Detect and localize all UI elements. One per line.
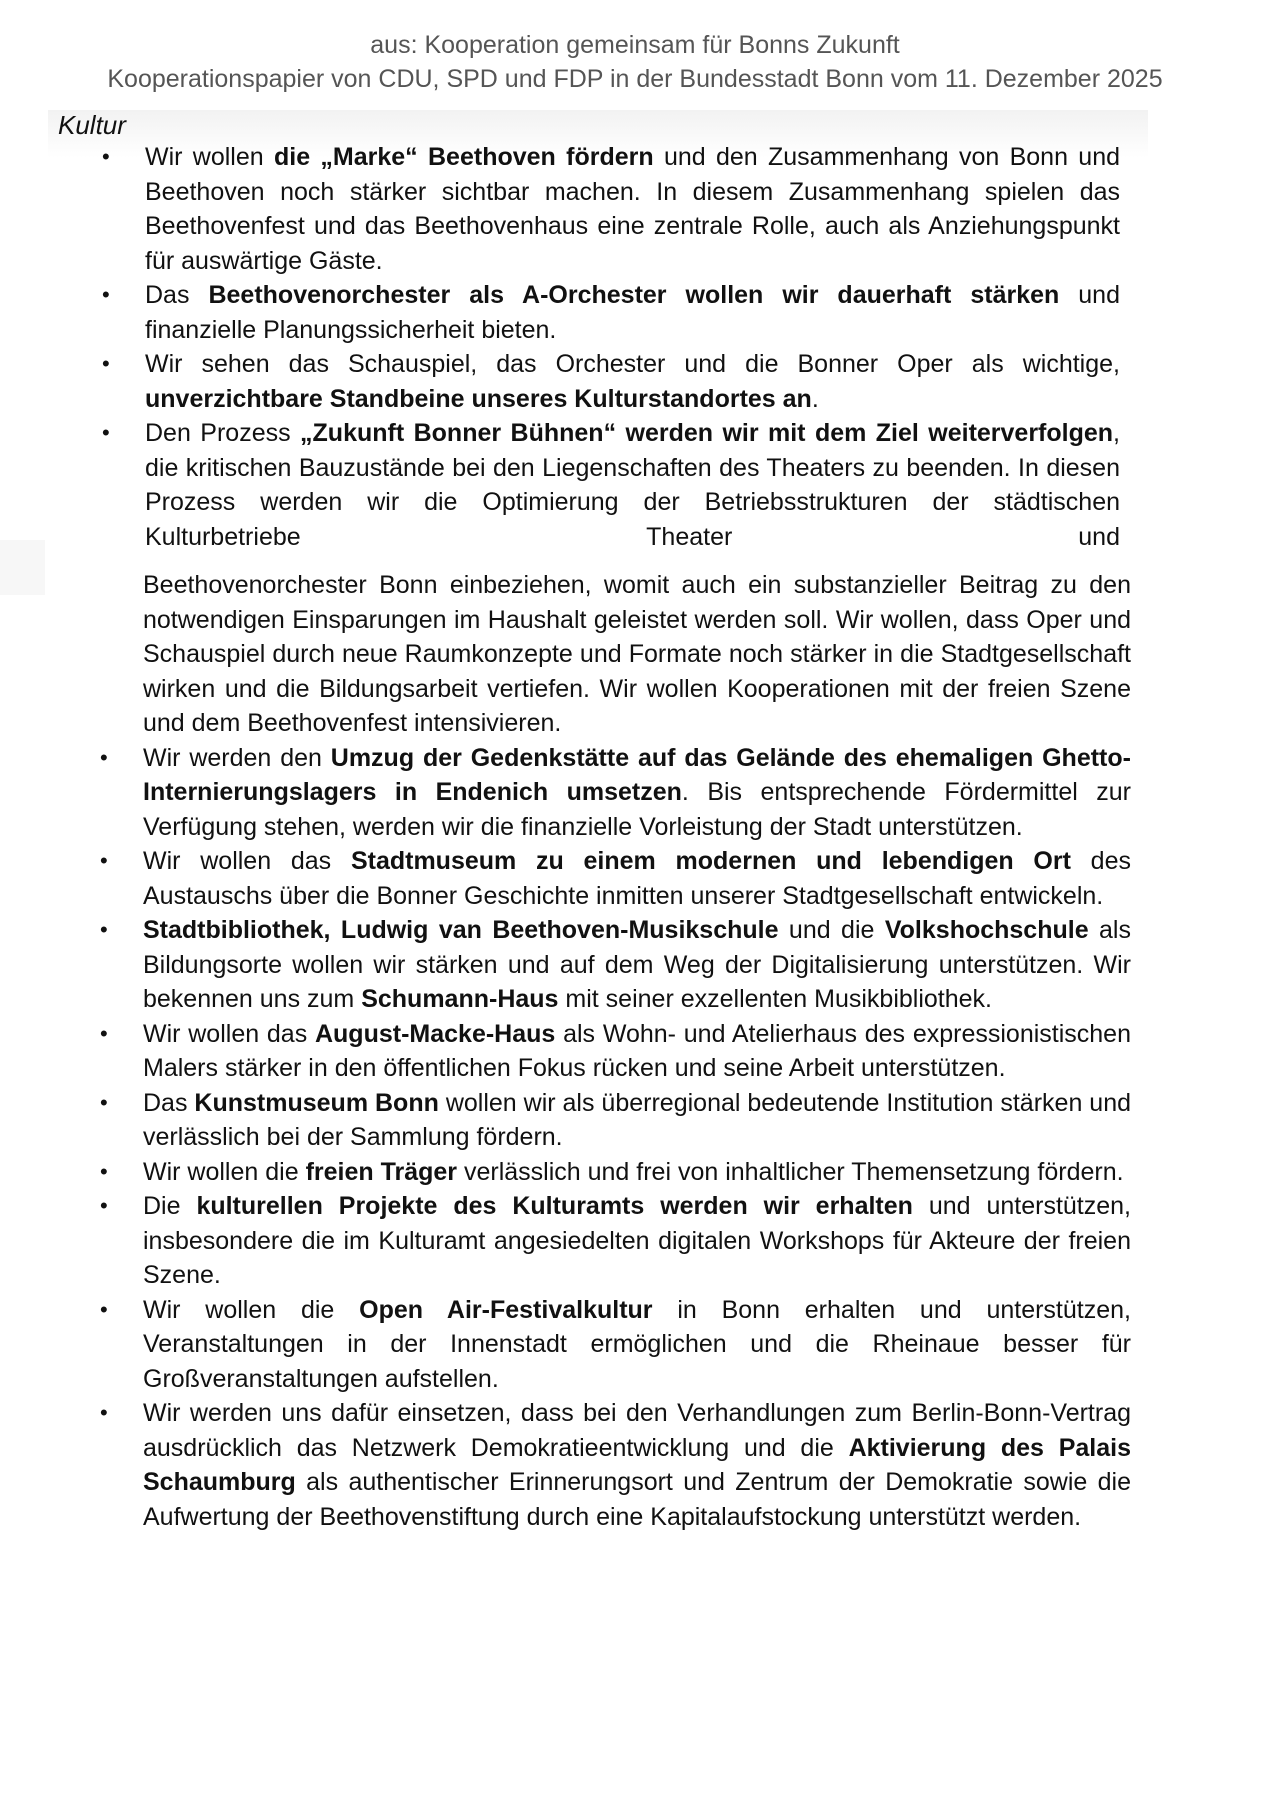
bullet-icon: • bbox=[100, 917, 108, 942]
text-run: Die bbox=[143, 1192, 197, 1220]
bullet-icon: • bbox=[102, 351, 110, 376]
bullet-icon: • bbox=[100, 1158, 108, 1184]
text-run: Beethovenorchester Bonn einbeziehen, womit auch ein substanzieller Beitrag zu den notwendigen Einsparungen im Haushalt geleistet werden soll. Wir wollen, dass Oper und Schauspiel durch neue Raumkonzepte und Formate noch stärker in die Stadtgesellschaft wirken und die Bildungsarbeit vertiefen. Wir wollen Kooperationen mit der freien Szene und dem Beethovenfest intensivieren. bbox=[143, 571, 1131, 737]
text-run: des Austauschs über die Bonner Geschichte inmitten unserer Stadtgesellschaft entwickeln. bbox=[143, 847, 1131, 910]
text-run: als authentischer Erinnerungsort und Zentrum der Demokratie sowie die Aufwertung der Beethovenstiftung durch eine Kapitalaufstockung unterstützt werden. bbox=[143, 1468, 1131, 1531]
bullet-icon: • bbox=[100, 744, 108, 770]
scan-artifact bbox=[0, 540, 45, 595]
text-run: als Bildungsorte wollen wir stärken und auf dem Weg der Digitalisierung unterstützen. Wir bekennen uns zum bbox=[143, 916, 1131, 1013]
text-run: Das bbox=[143, 1088, 195, 1117]
text-run: Wir wollen die bbox=[143, 1295, 360, 1324]
emphasized-text: Kunstmuseum Bonn bbox=[194, 1088, 439, 1117]
bullet-list-part-2 bbox=[100, 568, 1132, 1534]
emphasized-text: Aktivierung des Palais Schaumburg bbox=[143, 1433, 1131, 1496]
list-item bbox=[102, 278, 1120, 347]
bullet-icon: • bbox=[100, 848, 108, 873]
bullet-icon: • bbox=[100, 1193, 108, 1218]
emphasized-text: Beethovenorchester als A-Orchester wollen wir dauerhaft stärken bbox=[208, 281, 1060, 309]
text-run: in Bonn erhalten und unterstützen, Veranstaltungen in der Innenstadt ermöglichen und die Rheinaue besser für Großveranstaltungen aufstellen. bbox=[143, 1295, 1131, 1393]
list-item bbox=[100, 1155, 1131, 1190]
text-run: . Bis entsprechende Fördermittel zur Verfügung stehen, werden wir die finanzielle Vorleistung der Stadt unterstützen. bbox=[143, 778, 1131, 841]
bullet-icon: • bbox=[100, 1400, 108, 1425]
text-run: Den Prozess bbox=[145, 419, 301, 447]
emphasized-text: Stadtbibliothek, Ludwig van Beethoven-Musikschule bbox=[143, 916, 779, 944]
text-run: Wir wollen die bbox=[143, 1157, 306, 1186]
text-run: mit seiner exzellenten Musikbibliothek. bbox=[558, 985, 993, 1013]
bullet-icon: • bbox=[102, 282, 110, 307]
emphasized-text: Schumann-Haus bbox=[361, 985, 559, 1013]
text-run: , die kritischen Bauzustände bei den Liegenschaften des Theaters zu beenden. In diesen Prozess werden wir die Optimierung der Betriebsstrukturen der städtischen Kulturbetriebe Theater und bbox=[145, 419, 1120, 551]
text-run: Wir werden den bbox=[143, 743, 331, 772]
text-run: und die bbox=[778, 916, 885, 944]
text-run: Wir wollen das bbox=[143, 1019, 315, 1048]
emphasized-text: Stadtmuseum zu einem modernen und lebendigen Ort bbox=[350, 847, 1071, 875]
header-source-line: aus: Kooperation gemeinsam für Bonns Zukunft bbox=[370, 31, 900, 59]
text-run: und unterstützen, insbesondere die im Kulturamt angesiedelten digitalen Workshops für Akteure der freien Szene. bbox=[143, 1192, 1132, 1289]
document-header bbox=[0, 28, 1270, 96]
text-run: und finanzielle Planungssicherheit bieten. bbox=[145, 281, 1120, 344]
emphasized-text: kulturellen Projekte des Kulturamts werden wir erhalten bbox=[196, 1192, 913, 1220]
list-item bbox=[100, 1086, 1132, 1155]
text-run: Das bbox=[145, 281, 209, 309]
bullet-icon: • bbox=[102, 144, 110, 169]
text-run: Wir sehen das Schauspiel, das Orchester und die Bonner Oper als wichtige, bbox=[145, 350, 1120, 378]
header-subtitle-line: Kooperationspapier von CDU, SPD und FDP in der Bundesstadt Bonn vom 11. Dezember 2025 bbox=[107, 65, 1163, 93]
text-run: und den Zusammenhang von Bonn und Beethoven noch stärker sichtbar machen. In diesem Zusammenhang spielen das Beethovenfest und das Beethovenhaus eine zentrale Rolle, auch als Anziehungspunkt für auswärtige Gäste. bbox=[145, 143, 1120, 275]
emphasized-text: August-Macke-Haus bbox=[314, 1019, 556, 1048]
emphasized-text: unverzichtbare Standbeine unseres Kulturstandortes an bbox=[145, 384, 812, 413]
list-item bbox=[100, 1396, 1131, 1534]
emphasized-text: Open Air-Festivalkultur bbox=[359, 1295, 653, 1324]
bullet-icon: • bbox=[102, 420, 110, 445]
text-run: Wir wollen bbox=[145, 143, 274, 171]
bullet-icon: • bbox=[100, 1020, 108, 1046]
emphasized-text: freien Träger bbox=[305, 1157, 458, 1186]
list-item bbox=[100, 913, 1131, 1017]
text-run: Wir wollen das bbox=[143, 847, 351, 875]
emphasized-text: die „Marke“ Beethoven fördern bbox=[273, 143, 654, 171]
section-title: Kultur bbox=[58, 110, 126, 140]
list-item-continuation bbox=[143, 568, 1131, 741]
list-item bbox=[102, 140, 1120, 278]
list-item bbox=[100, 844, 1131, 913]
list-item bbox=[100, 741, 1131, 845]
bullet-icon: • bbox=[100, 1296, 108, 1322]
list-item bbox=[102, 416, 1120, 554]
text-run: wollen wir als überregional bedeutende Institution stärken und verlässlich bei der Sammlung fördern. bbox=[143, 1088, 1132, 1151]
bullet-icon: • bbox=[100, 1089, 108, 1115]
list-item bbox=[102, 347, 1120, 416]
list-item bbox=[100, 1293, 1131, 1397]
emphasized-text: Volkshochschule bbox=[884, 916, 1089, 944]
text-run: als Wohn- und Atelierhaus des expressionistischen Malers stärker in den öffentlichen Fokus rücken und seine Arbeit unterstützen. bbox=[143, 1019, 1131, 1082]
emphasized-text: „Zukunft Bonner Bühnen“ werden wir mit dem Ziel weiterverfolgen bbox=[300, 419, 1114, 447]
bullet-list-part-1 bbox=[102, 140, 1120, 554]
emphasized-text: Umzug der Gedenkstätte auf das Gelände des ehemaligen Ghetto-Internierungslagers in Endenich umsetzen bbox=[143, 743, 1131, 806]
list-item bbox=[100, 1017, 1131, 1086]
text-run: verlässlich und frei von inhaltlicher Themensetzung fördern. bbox=[457, 1157, 1124, 1186]
text-run: Wir werden uns dafür einsetzen, dass bei den Verhandlungen zum Berlin-Bonn-Vertrag ausdrücklich das Netzwerk Demokratieentwicklung und die bbox=[143, 1399, 1131, 1462]
text-run: . bbox=[811, 384, 819, 413]
list-item bbox=[100, 1189, 1132, 1293]
